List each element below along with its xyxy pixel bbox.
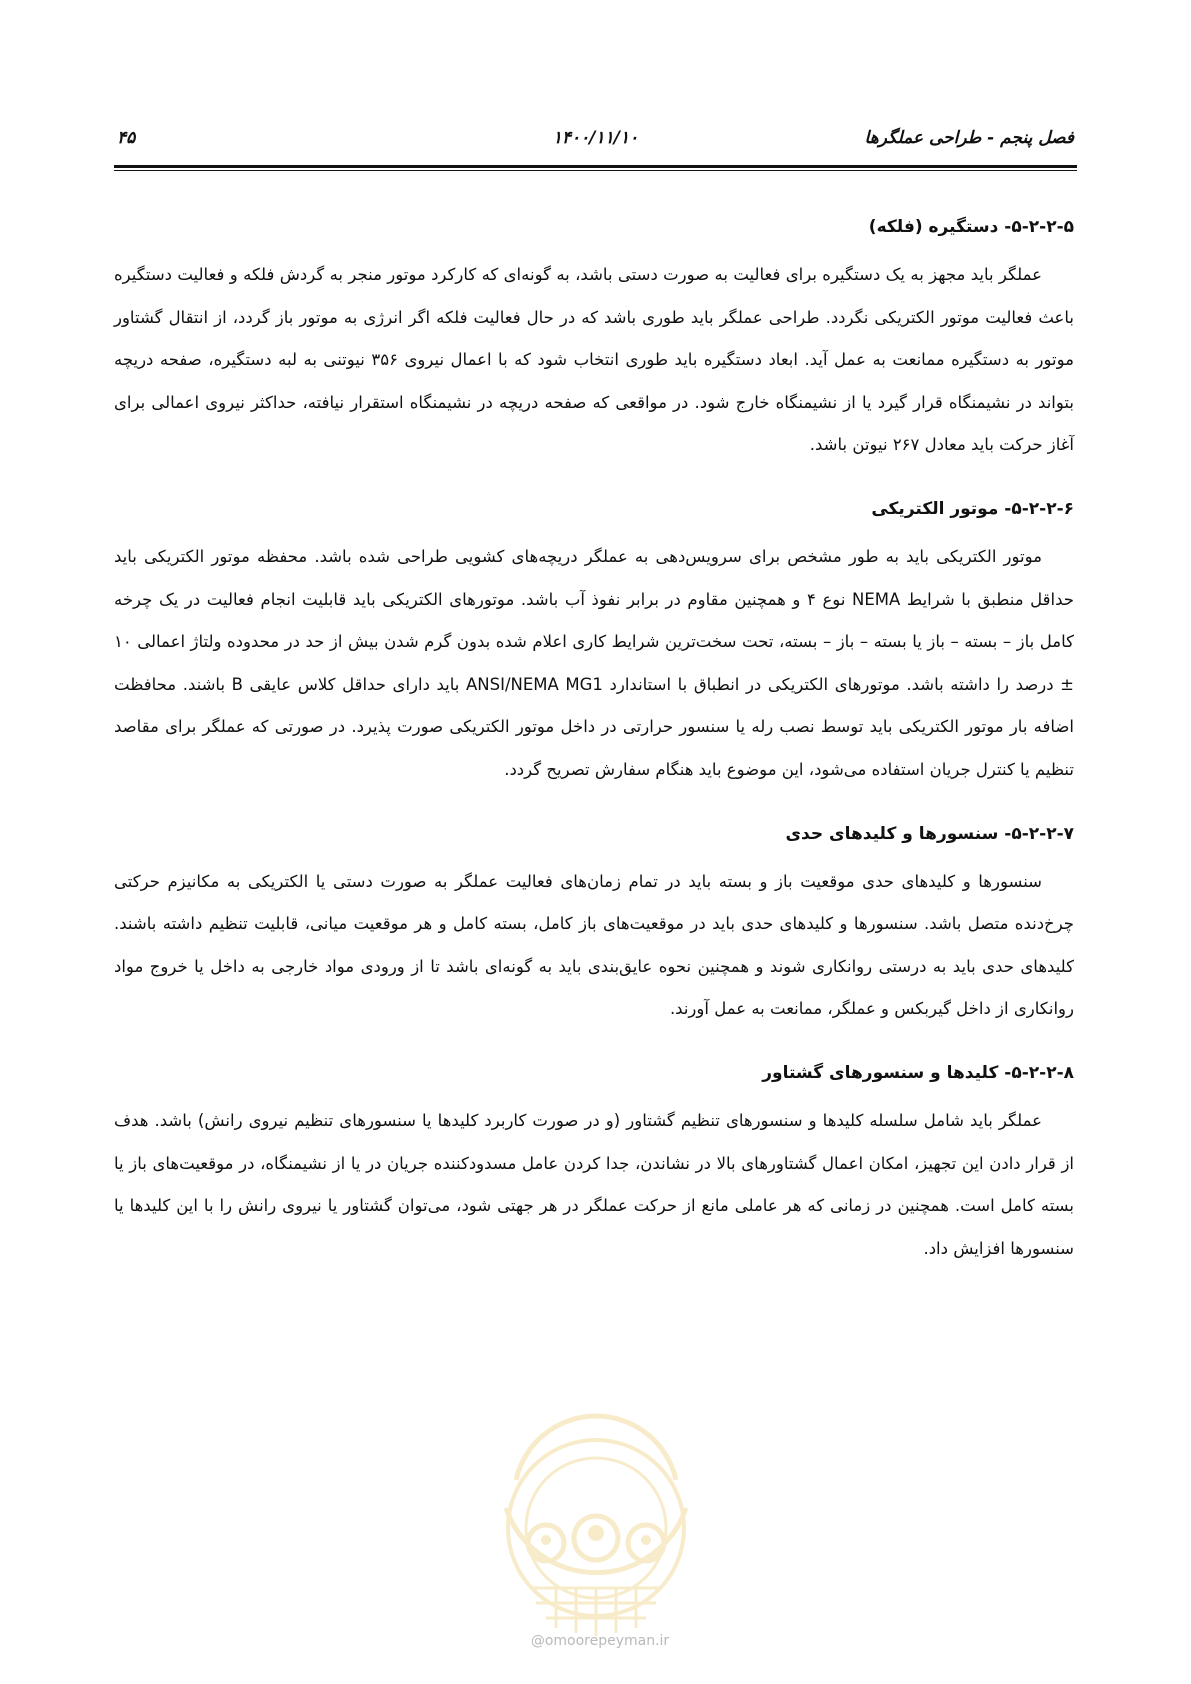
page-header: [117, 128, 1074, 162]
section-paragraph: سنسورها و کلیدهای حدی موقعیت باز و بسته باید در تمام زمان‌های فعالیت عملگر به صورت دستی یا الکتریکی به مکانیزم حرکتی چرخ‌دنده متصل باشد. سنسورها و کلیدهای حدی باید در موقعیت‌های باز کامل، بسته کامل و هر موقعیت میانی، قابلیت تنظیم داشته باشند. کلیدهای حدی باید به درستی روانکاری شوند و همچنین نحوه عایق‌بندی باید به گونه‌ای باشد تا از ورودی مواد خارجی به داخل یا خروج مواد روانکاری از داخل گیربکس و عملگر، ممانعت به عمل آورند.: [114, 871, 1074, 1019]
header-date: ۱۴۰۰/۱۱/۱۰: [552, 128, 639, 148]
scales-gear-logo-icon: [476, 1388, 716, 1668]
header-rule: [114, 165, 1077, 168]
section-torque-switches: [114, 1058, 1074, 1270]
section-heading: ۵-۲-۲-۸- کلیدها و سنسورهای گشتاور: [762, 1062, 1074, 1083]
section-paragraph: عملگر باید مجهز به یک دستگیره برای فعالیت به صورت دستی باشد، به گونه‌ای که کارکرد موتور منجر به گردش فلکه و فعالیت دستگیره باعث فعالیت موتور الکتریکی نگردد. طراحی عملگر باید طوری باشد که در حال فعالیت فلکه اگر انرژی به موتور باز گردد، از انتقال گشتاور موتور به دستگیره ممانعت به عمل آید. ابعاد دستگیره باید طوری انتخاب شود که با اعمال نیروی ۳۵۶ نیوتنی به لبه دستگیره، صفحه دریچه بتواند در نشیمنگاه قرار گیرد یا از نشیمنگاه خارج شود. در مواقعی که صفحه دریچه در نشیمنگاه استقرار نیافته، حداکثر نیروی اعمالی برای آغاز حرکت باید معادل ۲۶۷ نیوتن باشد.: [114, 265, 1074, 455]
page-number: ۴۵: [117, 128, 136, 148]
section-electric-motor: [114, 494, 1074, 792]
section-limit-switches: [114, 819, 1074, 1031]
section-heading: ۵-۲-۲-۶- موتور الکتریکی: [871, 498, 1074, 519]
section-paragraph: موتور الکتریکی باید به طور مشخص برای سرویس‌دهی به عملگر دریچه‌های کشویی طراحی شده باشد. محفظه موتور الکتریکی باید حداقل منطبق با شرایط NEMA نوع ۴ و همچنین مقاوم در برابر نفوذ آب باشد. موتورهای الکتریکی باید قابلیت انجام فعالیت در یک چرخه کامل باز – بسته – باز یا بسته – باز – بسته، تحت سخت‌ترین شرایط کاری اعلام شده بدون گرم شدن بیش از حد در محدوده ولتاژ اعمالی ۱۰ ± درصد را داشته باشد. موتورهای الکتریکی در انطباق با استاندارد ANSI/NEMA MG1 باید دارای حداقل کلاس عایقی B باشند. محافظت اضافه بار موتور الکتریکی باید توسط نصب رله یا سنسور حرارتی در داخل موتور الکتریکی صورت پذیرد. در صورتی که عملگر برای مقاصد تنظیم یا کنترل جریان استفاده می‌شود، این موضوع باید هنگام سفارش تصریح گردد.: [114, 546, 1075, 779]
chapter-title: فصل پنجم - طراحی عملگرها: [864, 128, 1074, 148]
section-paragraph: عملگر باید شامل سلسله کلیدها و سنسورهای تنظیم گشتاور (و در صورت کاربرد کلیدها یا سنسورهای تنظیم نیروی رانش) باشد. هدف از قرار دادن این تجهیز، امکان اعمال گشتاورهای بالا در نشاندن، جدا کردن عامل مسدودکننده جریان در یا از نشیمنگاه، در موقعیت‌های باز یا بسته کامل است. همچنین در زمانی که هر عاملی مانع از حرکت عملگر در هر جهتی شود، می‌توان گشتاور یا نیروی رانش را با این کلیدها یا سنسورها افزایش داد.: [114, 1110, 1074, 1258]
section-heading: ۵-۲-۲-۷- سنسورها و کلیدهای حدی: [785, 823, 1074, 844]
document-body: [114, 212, 1074, 1297]
header-rule-thin: [114, 170, 1077, 171]
section-heading: ۵-۲-۲-۵- دستگیره (فلکه): [868, 217, 1074, 237]
section-handwheel: [114, 212, 1074, 467]
watermark-url: @omoorepeyman.ir: [530, 1633, 670, 1649]
